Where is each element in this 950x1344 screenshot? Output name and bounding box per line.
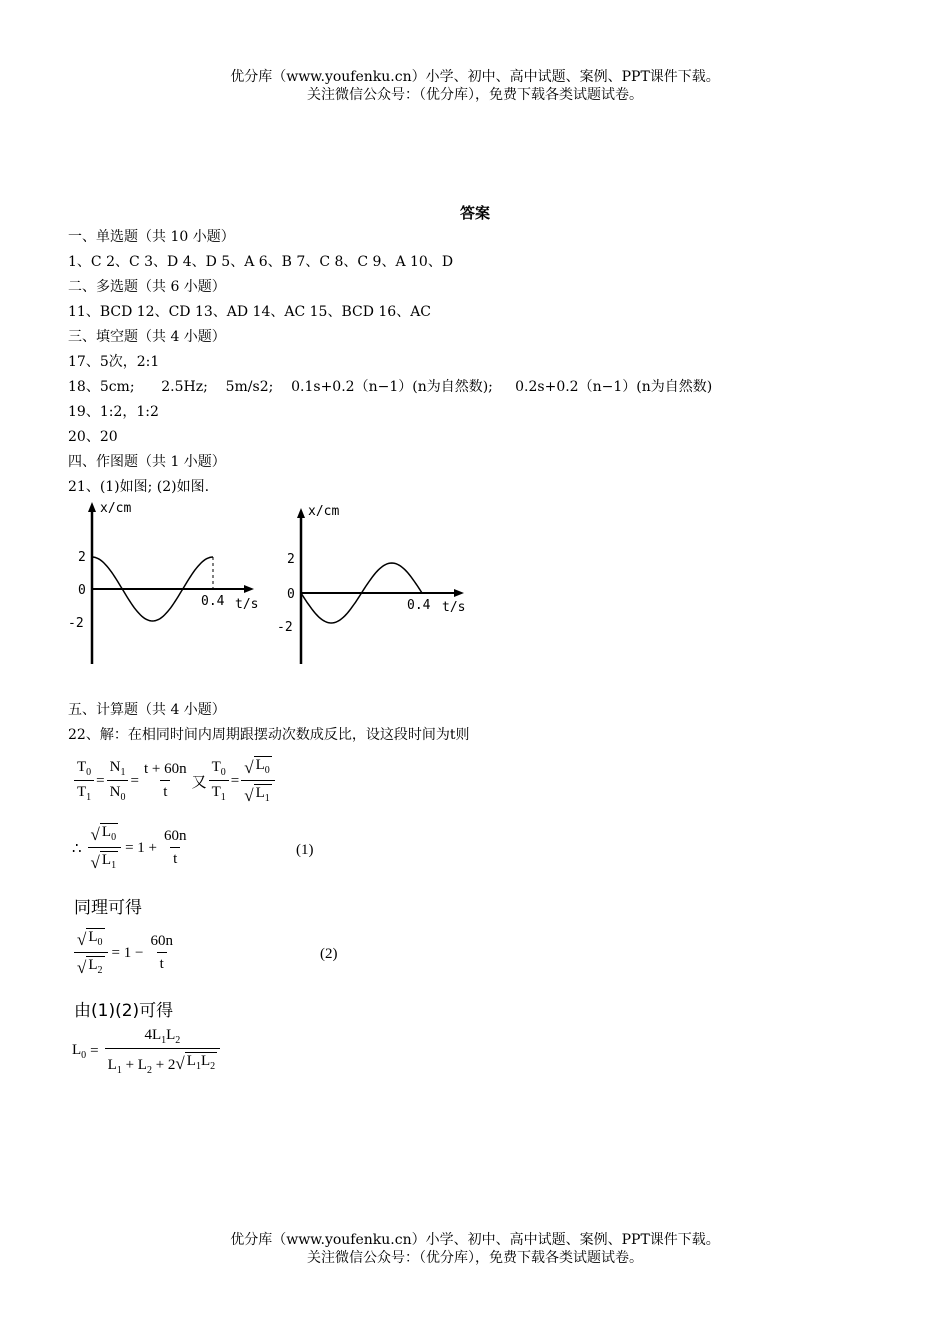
page-header xyxy=(0,68,950,104)
y-tick-label: 0 xyxy=(78,583,86,598)
graph-2 xyxy=(270,498,480,670)
x-tick-label: 0.4 xyxy=(407,598,431,613)
section-heading-1: 一、单选题（共 10 小题） xyxy=(68,229,235,245)
answer-line: 18、5cm; 2.5Hz; 5m/s2; 0.1s+0.2（n−1）(n为自然数); 0.2s+0.2（n−1）(n为自然数) xyxy=(68,379,713,395)
fraction: $\frac{N_1}{N_0}$ xyxy=(107,759,129,803)
graph-1 xyxy=(58,498,268,670)
y-axis-label: x/cm xyxy=(308,504,340,519)
y-tick-label: -2 xyxy=(277,620,293,635)
y-tick-label: 0 xyxy=(287,587,295,602)
fraction: √ $L_0$ √ $L_1$ xyxy=(88,823,122,873)
section-heading-4: 四、作图题（共 1 小题） xyxy=(68,454,226,470)
equation-1: ∴ √ $L_0$ √ $L_1$ = 1 + $\frac{60n}{t}$ xyxy=(72,823,191,873)
tongli-text: 同理可得 xyxy=(74,898,142,918)
fraction: $\frac{T_0}{T_1}$ xyxy=(74,759,94,803)
equation-number-2: (2) xyxy=(320,946,338,962)
header-line-1: 优分库（www.youfenku.cn）小学、初中、高中试题、案例、PPT课件下载。 xyxy=(230,69,720,85)
answer-line: 20、20 xyxy=(68,429,118,445)
x-axis-label: t/s xyxy=(235,597,259,612)
y-tick-label: 2 xyxy=(78,550,86,565)
footer-line-1: 优分库（www.youfenku.cn）小学、初中、高中试题、案例、PPT课件下载。 xyxy=(230,1232,720,1248)
y-axis-arrow xyxy=(297,508,305,518)
equation-number-1: (1) xyxy=(296,842,314,858)
header-line-2: 关注微信公众号：（优分库），免费下载各类试题试卷。 xyxy=(307,87,643,103)
fraction: √ $L_0$ √ $L_1$ xyxy=(241,756,275,806)
y-axis-label: x/cm xyxy=(100,501,132,516)
section-heading-3: 三、填空题（共 4 小题） xyxy=(68,329,226,345)
x-axis-label: t/s xyxy=(442,600,466,615)
answer-line: 1、C 2、C 3、D 4、D 5、A 6、B 7、C 8、C 9、A 10、D xyxy=(68,254,454,270)
x-axis-arrow xyxy=(454,589,464,597)
equation-period-ratio: $\frac{T_0}{T_1}$ = $\frac{N_1}{N_0}$ = $\frac{t + 60n}{t}$ 又 $\frac{T_0}{T_1}$ = √ $L_0$ √ $L_1$ xyxy=(72,756,277,806)
y-tick-label: 2 xyxy=(287,552,295,567)
x-axis-arrow xyxy=(244,585,254,593)
footer-line-2: 关注微信公众号：（优分库），免费下载各类试题试卷。 xyxy=(307,1250,643,1266)
fraction: $\frac{60n}{t}$ xyxy=(163,828,187,867)
section-heading-5: 五、计算题（共 4 小题） xyxy=(68,702,226,718)
answer-line: 17、5次，2:1 xyxy=(68,354,160,370)
answer-line: 19、1:2，1:2 xyxy=(68,404,159,420)
equation-result: $L_0$ = $4L_1L_2$ $L_1 + L_2 + 2$ √ $L_1L_2$ xyxy=(72,1027,222,1076)
answer-line: 21、(1)如图; (2)如图. xyxy=(68,479,210,495)
fraction: $\frac{t + 60n}{t}$ xyxy=(143,761,187,800)
y-axis-arrow xyxy=(88,502,96,512)
section-heading-2: 二、多选题（共 6 小题） xyxy=(68,279,226,295)
page-title: 答案 xyxy=(459,204,490,222)
question-22-text: 22、解：在相同时间内周期跟摆动次数成反比，设这段时间为t则 xyxy=(68,727,470,743)
equation-2: √ $L_0$ √ $L_2$ = 1 − $\frac{60n}{t}$ xyxy=(72,928,178,978)
x-tick-label: 0.4 xyxy=(201,594,225,609)
fraction: $4L_1L_2$ $L_1 + L_2 + 2$ √ $L_1L_2$ xyxy=(105,1027,220,1076)
fraction: $\frac{T_0}{T_1}$ xyxy=(209,759,229,803)
fraction: $\frac{60n}{t}$ xyxy=(150,933,173,972)
you12-text: 由(1)(2)可得 xyxy=(74,1001,174,1021)
y-tick-label: -2 xyxy=(68,616,84,631)
page-footer xyxy=(0,1231,950,1267)
answer-line: 11、BCD 12、CD 13、AD 14、AC 15、BCD 16、AC xyxy=(68,304,432,320)
fraction: √ $L_0$ √ $L_2$ xyxy=(74,928,108,978)
